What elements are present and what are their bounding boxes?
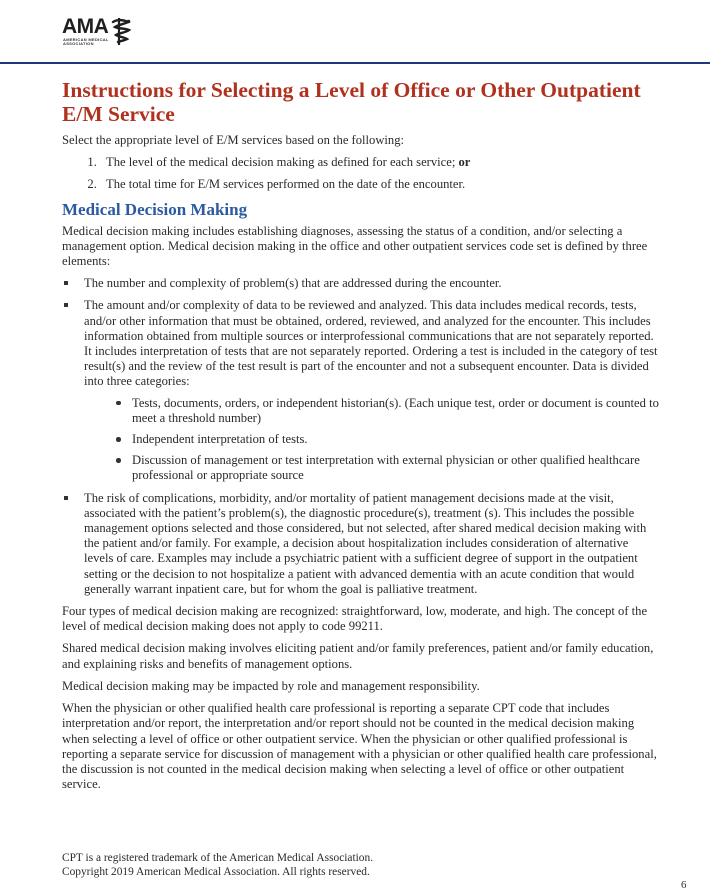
trademark-notice: CPT is a registered trademark of the American Medical Association.: [62, 852, 374, 864]
paragraph: Medical decision making may be impacted by role and management responsibility.: [62, 678, 480, 693]
document-body: [62, 78, 660, 799]
paragraph: When the physician or other qualified health care professional is reporting a separate CPT code that includes interpretation and/or report, the interpretation and/or report should not be counted in the medical decision making when selecting a level of office or other outpatient service. When the physician or other qualified professional is reporting a separate service for discussion of management with a physician or other qualified health care professional, the discussion is not counted in the medical decision making when selecting a level of office or other outpatient service.: [62, 701, 657, 792]
elements-list: [62, 276, 660, 597]
page-title: Instructions for Selecting a Level of Office or Other Outpatient E/M Service: [62, 78, 641, 126]
list-item: The amount and/or complexity of data to be reviewed and analyzed. This data includes medical records, tests, and/or other information that must be obtained, ordered, reviewed, and analyzed for the encounter. This includes information obtained from multiple sources or interprofessional communications that are not separately reported. It includes interpretation of tests that are not separately reported. Ordering a test is included in the category of test result(s) and the review of the test result is part of the encounter and not a subsequent encounter. Data is divided into three categories: Tests, documents, orders, or independent historian(s). (Each unique test, order or document is counted to meet a threshold number) Independent interpretation of tests. Discussion of management or test interpretation with external physician or other qualified healthcare professional or appropriate source: [62, 298, 660, 483]
round-bullet-icon: [116, 401, 121, 406]
intro-text: Select the appropriate level of E/M services based on the following:: [62, 133, 405, 147]
list-item: The risk of complications, morbidity, and/or mortality of patient management decisions made at the visit, associated with the patient’s problem(s), the diagnostic procedure(s), treatment (s). This includes the possible management options selected and those considered, but not selected, after shared medical decision making with the patient and/or family. For example, a decision about hospitalization includes consideration of alternative levels of care. Examples may include a psychiatric patient with a sufficient degree of support in the outpatient setting or the decision to not hospitalize a patient with advanced dementia with an acute condition that would generally warrant inpatient care, but for whom the goal is palliative treatment.: [62, 491, 660, 597]
mdm-intro: Medical decision making includes establishing diagnoses, assessing the status of a condition, and/or selecting a management option. Medical decision making in the office and other outpatient services code set is defined by three elements:: [62, 223, 648, 269]
logo-subtitle: AMERICAN MEDICAL ASSOCIATION: [63, 37, 109, 47]
square-bullet-icon: [64, 281, 68, 285]
paragraph: Shared medical decision making involves eliciting patient and/or family preferences, patient and/or family education, and explaining risks and benefits of management options.: [62, 641, 654, 671]
list-item: The number and complexity of problem(s) that are addressed during the encounter.: [62, 276, 660, 291]
criteria-item: 1. The level of the medical decision making as defined for each service; or: [100, 155, 660, 170]
paragraph: Four types of medical decision making are recognized: straightforward, low, moderate, and high. The concept of the level of medical decision making does not apply to code 99211.: [62, 604, 648, 634]
copyright-notice: Copyright 2019 American Medical Association. All rights reserved.: [62, 866, 370, 878]
data-categories-list: [84, 396, 660, 484]
list-item: Independent interpretation of tests.: [84, 432, 660, 447]
square-bullet-icon: [64, 303, 68, 307]
round-bullet-icon: [116, 458, 121, 463]
list-item: Tests, documents, orders, or independent historian(s). (Each unique test, order or document is counted to meet a threshold number): [84, 396, 660, 426]
criteria-list: [62, 155, 660, 192]
round-bullet-icon: [116, 437, 121, 442]
header-rule: [0, 62, 710, 64]
page-number: 6: [681, 879, 687, 891]
page-footer: [62, 851, 373, 879]
ama-logo: [62, 16, 142, 46]
criteria-item: 2. The total time for E/M services performed on the date of the encounter.: [100, 177, 660, 192]
list-item: Discussion of management or test interpretation with external physician or other qualified healthcare professional or appropriate source: [84, 453, 660, 483]
square-bullet-icon: [64, 496, 68, 500]
logo-wordmark: AMA: [62, 15, 109, 38]
caduceus-icon: [110, 16, 132, 46]
page-header: [0, 0, 710, 64]
section-heading: Medical Decision Making: [62, 199, 248, 219]
